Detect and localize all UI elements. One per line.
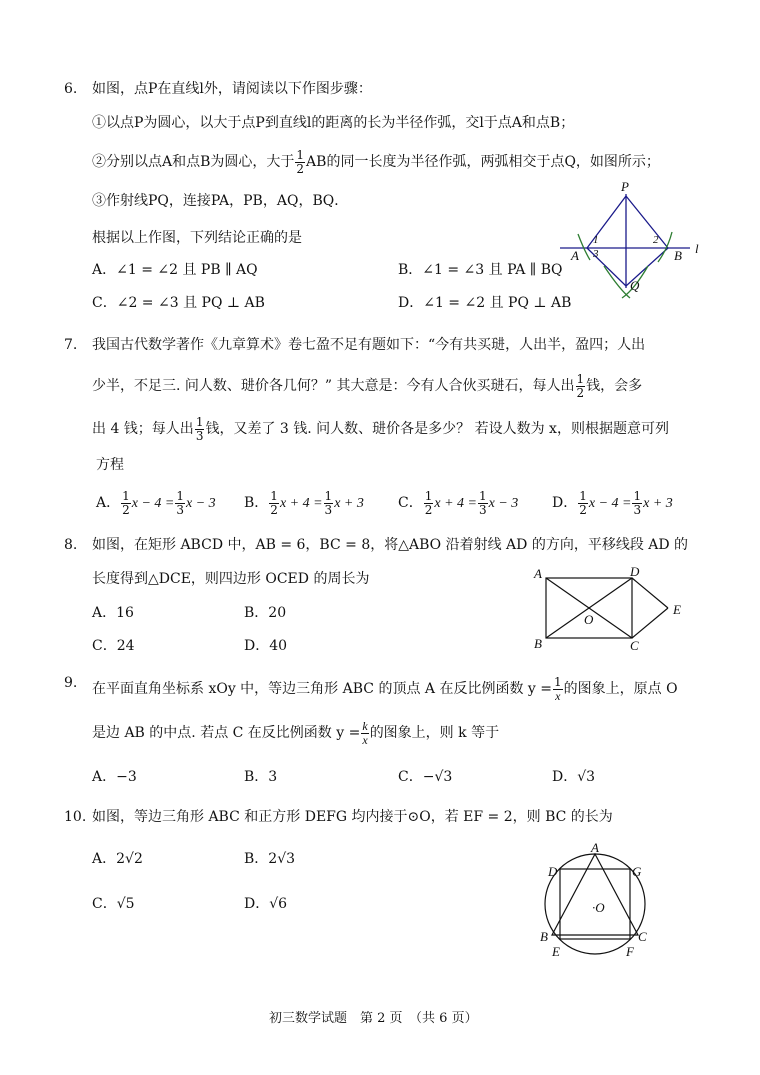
option-label: D． — [552, 495, 578, 512]
q9-line2-fraction — [361, 720, 368, 746]
frac-numerator: 1 — [270, 489, 278, 503]
label-b: B — [540, 929, 548, 944]
q7-line1: 我国古代数学著作《九章算术》卷七盈不足有题如下：“今有共买琎，人出半，盈四；人出 — [92, 337, 646, 353]
q8-number: 8. — [64, 537, 78, 553]
frac-denominator: 2 — [424, 502, 433, 517]
q7-line2-fraction — [576, 373, 586, 399]
triangle-abc — [552, 854, 638, 935]
q9-line2-text-b: 的图象上，则 k 等于 — [369, 725, 500, 742]
q8-option-d: D．40 — [244, 638, 288, 654]
fraction-left — [424, 490, 434, 516]
arc-right — [658, 232, 672, 262]
q10-figure — [530, 840, 660, 962]
q7-line2 — [92, 373, 642, 399]
label-q: Q — [630, 278, 640, 293]
q7-option-b — [244, 490, 364, 516]
q6-step2-text-a: ②分别以点A和点B为圆心，大于 — [92, 154, 295, 171]
equation-tail: x + 3 — [334, 496, 364, 512]
segment-de — [632, 578, 668, 608]
frac-numerator: 1 — [579, 489, 587, 503]
q10-option-a: A．2√2 — [92, 851, 143, 867]
fraction-left — [269, 490, 279, 516]
label-d: D — [548, 864, 558, 879]
angle-1: 1 — [593, 234, 599, 246]
q8-option-a: A．16 — [92, 605, 134, 621]
q10-option-d: D．√6 — [244, 896, 288, 912]
frac-numerator: k — [362, 719, 368, 733]
q10-line1: 如图，等边三角形 ABC 和正方形 DEFG 均内接于⊙O，若 EF = 2，则 BC 的长为 — [92, 809, 613, 825]
label-a: A — [534, 566, 542, 581]
q7-line2-text-a: 少半，不足三. 问人数、琎价各几何？” 其大意是：今有人合伙买琎石，每人出 — [92, 378, 575, 395]
q9-line1-text-a: 在平面直角坐标系 xOy 中，等边三角形 ABC 的顶点 A 在反比例函数 y = — [92, 681, 553, 698]
q7-line3-fraction — [195, 416, 205, 442]
angle-3: 3 — [593, 248, 599, 260]
label-l: l — [695, 241, 699, 256]
frac-numerator: 1 — [576, 372, 585, 386]
label-e: E — [673, 602, 681, 617]
label-f: F — [626, 944, 634, 959]
q10-number: 10. — [64, 809, 87, 825]
label-d: D — [630, 564, 640, 579]
equation-tail: x − 3 — [488, 496, 519, 512]
q6-option-c: C．∠2 = ∠3 且 PQ ⊥ AB — [92, 295, 265, 311]
q6-option-d: D．∠1 = ∠2 且 PQ ⊥ AB — [398, 295, 572, 311]
q6-option-b: B．∠1 = ∠3 且 PA ∥ BQ — [398, 262, 563, 278]
q6-step3: ③作射线PQ，连接PA，PB，AQ，BQ． — [92, 193, 349, 209]
frac-numerator: 1 — [122, 489, 130, 503]
q7-line4: 方程 — [96, 457, 124, 473]
q6-step2-text-b: AB的同一长度为半径作弧，两弧相交于点Q，如图所示； — [306, 154, 660, 171]
fraction-left — [578, 490, 588, 516]
q6-number: 6. — [64, 81, 78, 97]
label-a: A — [571, 248, 579, 263]
frac-denominator: 2 — [579, 502, 587, 517]
label-o: O — [584, 612, 594, 627]
q6-question: 根据以上作图，下列结论正确的是 — [92, 230, 302, 246]
equation-tail: x + 3 — [643, 496, 673, 512]
frac-denominator: 3 — [176, 502, 185, 517]
q7-option-d — [552, 490, 673, 516]
q7-line3-text-a: 出 4 钱；每人出 — [92, 421, 194, 438]
frac-numerator: 1 — [478, 489, 487, 503]
angle-2: 2 — [653, 234, 659, 246]
q9-line2 — [92, 720, 499, 746]
frac-denominator: x — [362, 732, 368, 747]
q6-figure — [560, 180, 710, 305]
q7-line3 — [92, 416, 669, 442]
frac-denominator: x — [555, 688, 561, 703]
q7-line2-text-b: 钱，会多 — [586, 378, 643, 395]
frac-denominator: 2 — [122, 502, 130, 517]
label-g: G — [632, 864, 642, 879]
label-b: B — [534, 636, 542, 651]
label-c: C — [630, 638, 639, 653]
q10-option-c: C．√5 — [92, 896, 135, 912]
q9-line2-text-a: 是边 AB 的中点. 若点 C 在反比例函数 y = — [92, 725, 361, 742]
label-o: ·O — [592, 900, 605, 915]
frac-denominator: 3 — [478, 502, 487, 517]
frac-numerator: 1 — [296, 148, 305, 162]
q9-option-b: B．3 — [244, 769, 278, 785]
frac-denominator: 2 — [576, 385, 585, 400]
q9-option-d: D．√3 — [552, 769, 596, 785]
q7-option-c — [398, 490, 518, 516]
q6-option-a: A．∠1 = ∠2 且 PB ∥ AQ — [92, 262, 258, 278]
equation-tail: x − 3 — [186, 496, 216, 512]
frac-numerator: 1 — [324, 489, 333, 503]
frac-denominator: 2 — [296, 161, 305, 176]
fraction-right — [632, 490, 642, 516]
q6-step1: ①以点P为圆心，以大于点P到直线l的距离的长为半径作弧，交l于点A和点B； — [92, 115, 575, 131]
label-c: C — [638, 929, 647, 944]
option-label: C． — [398, 495, 423, 512]
q7-number: 7. — [64, 337, 78, 353]
frac-numerator: 1 — [195, 415, 204, 429]
q8-figure — [528, 564, 698, 656]
q6-stem: 如图，点P在直线l外，请阅读以下作图步骤： — [92, 81, 372, 97]
label-e: E — [552, 944, 560, 959]
q6-step2-fraction — [295, 149, 305, 175]
q9-line1 — [92, 676, 678, 702]
fraction-right — [478, 490, 488, 516]
frac-numerator: 1 — [554, 675, 562, 689]
label-a: A — [591, 840, 599, 855]
q8-option-b: B．20 — [244, 605, 287, 621]
option-label: B． — [244, 495, 269, 512]
fraction-right — [324, 490, 334, 516]
q9-option-c: C．−√3 — [398, 769, 453, 785]
q8-line1: 如图，在矩形 ABCD 中，AB = 6，BC = 8，将△ABO 沿着射线 AD 的方向，平移线段 AD 的 — [92, 537, 689, 553]
label-p: P — [621, 180, 629, 194]
q7-option-a — [96, 490, 216, 516]
segment-ce — [632, 608, 668, 638]
frac-denominator: 3 — [195, 428, 204, 443]
frac-denominator: 3 — [324, 502, 333, 517]
label-b: B — [674, 248, 682, 263]
q9-line1-fraction — [553, 676, 563, 702]
fraction-left — [121, 490, 131, 516]
q8-option-c: C．24 — [92, 638, 135, 654]
equation-middle: x − 4 = — [588, 496, 632, 512]
q10-option-b: B．2√3 — [244, 851, 296, 867]
q7-line3-text-b: 钱，又差了 3 钱. 问人数、琎价各是多少？ 若设人数为 x，则根据题意可列 — [205, 421, 669, 438]
frac-denominator: 2 — [270, 502, 278, 517]
q9-option-a: A．−3 — [92, 769, 137, 785]
frac-numerator: 1 — [424, 489, 433, 503]
fraction-right — [175, 490, 185, 516]
frac-numerator: 1 — [633, 489, 642, 503]
option-label: A． — [96, 495, 121, 512]
q8-line2: 长度得到△DCE，则四边形 OCED 的周长为 — [92, 571, 370, 587]
frac-denominator: 3 — [633, 502, 642, 517]
equation-middle: x + 4 = — [434, 496, 477, 512]
equation-middle: x − 4 = — [131, 496, 175, 512]
equation-middle: x + 4 = — [279, 496, 323, 512]
q9-line1-text-b: 的图象上，原点 O — [563, 681, 678, 698]
q6-step2 — [92, 149, 660, 175]
page-footer: 初三数学试题 第 2 页 （共 6 页） — [269, 1011, 478, 1026]
frac-numerator: 1 — [176, 489, 185, 503]
q9-number: 9. — [64, 675, 78, 691]
